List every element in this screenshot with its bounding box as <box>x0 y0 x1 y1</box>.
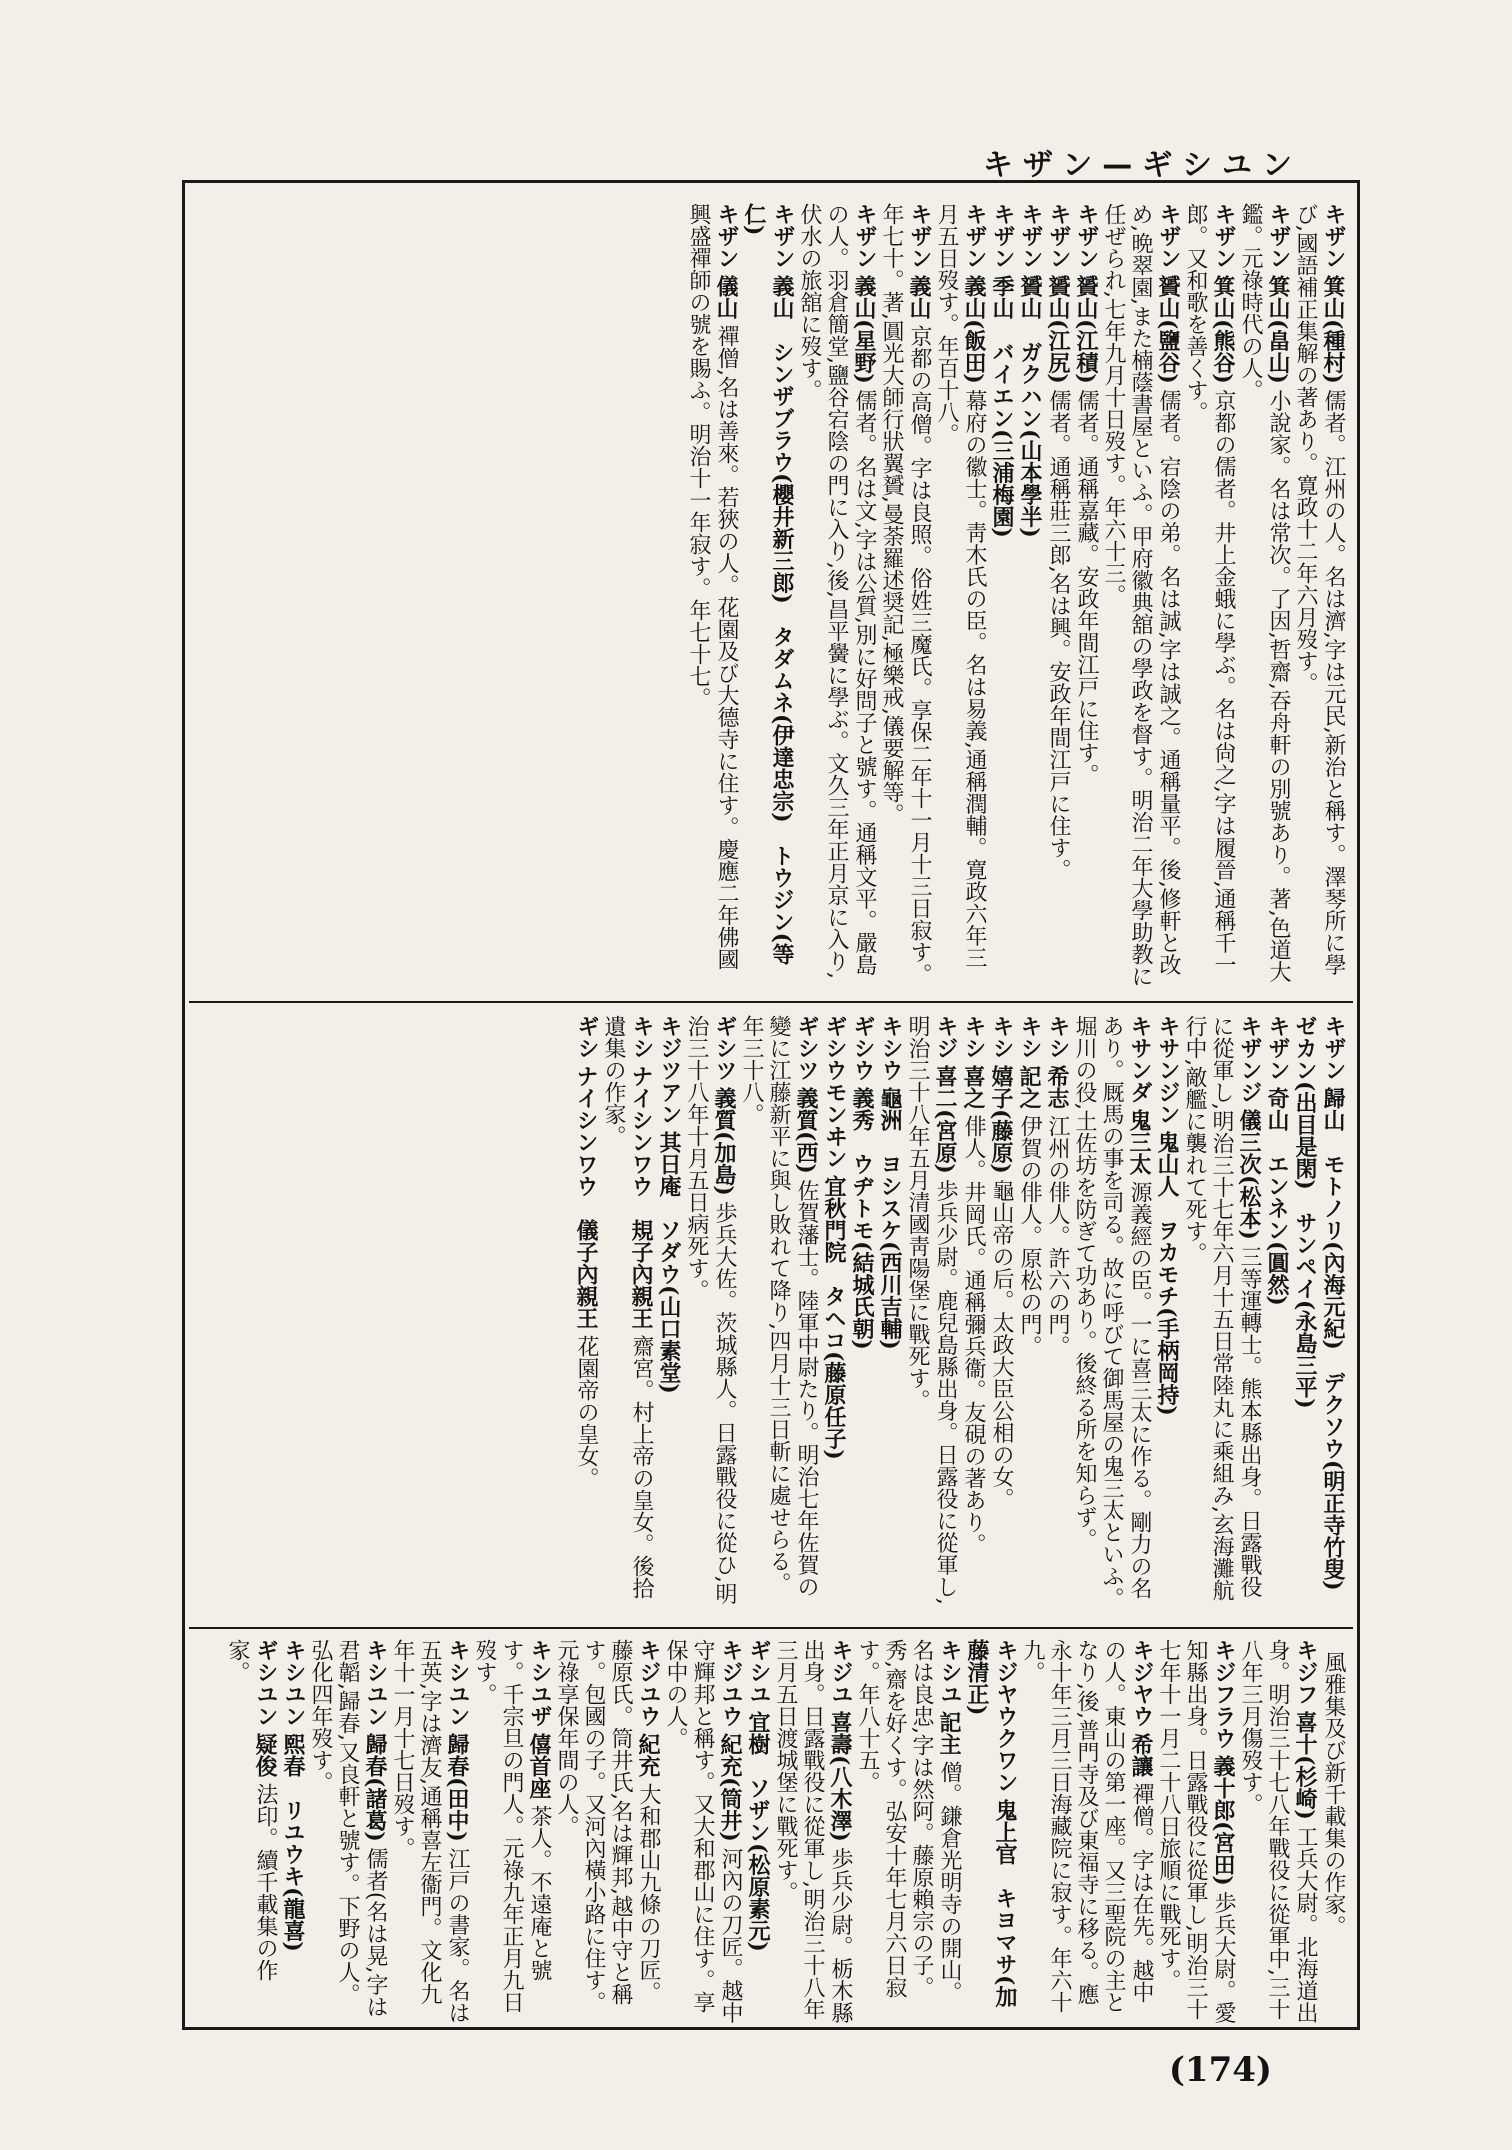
page-number: (174) <box>1168 2050 1272 2090</box>
entry-headword: 箕山(畠山) <box>1265 275 1291 384</box>
dictionary-entry <box>963 1639 1019 2024</box>
entry-description: 佐賀藩士。陸軍中尉たり。明治七年佐賀の變に江藤新平に與し敗れて降り,四月十三日斬に處せらる。年三十八。 <box>739 1015 819 1598</box>
entry-reading: キジユウ <box>718 1639 743 1727</box>
entry-reading: キジ <box>933 1015 958 1059</box>
entry-description: 花園帝の皇女。 <box>574 1335 599 1489</box>
dictionary-entry <box>683 1015 738 1615</box>
entry-reading: キシユン <box>445 1639 470 1727</box>
entry-headword: 喜壽(八木澤) <box>827 1711 853 1842</box>
entry-description: 茶人。不遠庵と號す。千宗旦の門人。元祿九年正月九日歿す。 <box>472 1639 552 2013</box>
entry-reading: キジヤウクワン <box>993 1639 1018 1793</box>
dictionary-entry <box>1155 1639 1237 2024</box>
entry-headword: 義山 <box>906 275 932 319</box>
entry-headword: 希志 <box>1044 1065 1070 1109</box>
entry-headword: 宜樹 ソザン(松原素元) <box>745 1711 771 1952</box>
entry-headword: 奇山 エンネン(圓然) <box>1264 1087 1290 1306</box>
entry-description: 河內の刀匠。越中守輝邦と稱す。又大和郡山に住す。享保中の人。 <box>663 1639 743 2024</box>
entry-headword: 疑俊 <box>252 1733 278 1777</box>
dictionary-entry <box>685 203 740 989</box>
entry-reading: キシ <box>1017 1015 1042 1059</box>
entry-reading: キサンジン <box>1155 1015 1180 1125</box>
entry-reading: キシユザ <box>527 1639 552 1727</box>
dictionary-entry <box>738 1015 820 1615</box>
entry-description: 儒者。通稱莊三郎,名は興。安政年間江戸に住す。 <box>1046 389 1071 881</box>
dictionary-entry <box>1153 1015 1181 1615</box>
entry-reading: キザン <box>770 203 795 269</box>
entry-reading: キシユン <box>363 1639 388 1727</box>
entry-description: 工兵大尉。北海道出身。明治三十七八年戰役に從軍中,三十八年三月傷歿す。 <box>1238 1639 1318 2024</box>
entry-reading: キシユン <box>281 1639 306 1727</box>
entry-headword: 喜十(杉崎) <box>1292 1711 1318 1820</box>
dictionary-entry <box>988 203 1016 989</box>
entry-headword: 希讓 <box>1128 1733 1154 1777</box>
page-header: キザン—ギシユン <box>982 148 1302 183</box>
entry-description: 大和郡山九條の刀匠。藤原氏。筒井氏,名は輝邦,越中守と稱す。包國の子。又河內橫小路に住す。元祿享保年間の人。 <box>554 1639 661 2013</box>
entry-description: 儒者。通稱嘉藏。安政年間江戸に住す。 <box>1074 389 1099 786</box>
dictionary-entry <box>1072 203 1100 989</box>
entry-reading: キザン <box>1074 203 1099 269</box>
dictionary-entry <box>471 1639 553 2024</box>
entry-reading: キジユウ <box>636 1639 661 1727</box>
entry-reading: キザン <box>990 203 1015 269</box>
dictionary-entry <box>1291 1015 1347 1615</box>
entry-description: 歩兵少尉。鹿兒島縣出身。日露役に從軍し,明治三十八年五月清國靑陽堡に戰死す。 <box>905 1015 958 1605</box>
entry-reading: キシ <box>961 1015 986 1059</box>
entry-reading: キザン <box>962 203 987 269</box>
dictionary-entry <box>744 1639 772 2024</box>
entry-description: 京都の高僧。字は良照。俗姓三魔氏。享保二年十一月十三日寂す。年七十。著,圓光大師行狀翼贇,曼荼羅述奨記,極樂戒,儀要解等。 <box>879 203 932 985</box>
entry-reading: ギシユ <box>746 1639 771 1705</box>
entry-headword: 儀三次(松本) <box>1236 1109 1262 1240</box>
entry-headword: 其日庵 ソダウ(山口素堂) <box>656 1131 682 1394</box>
dictionary-entry <box>1182 203 1237 989</box>
entry-description: 歩兵大尉。愛知縣出身。日露戰役に從軍し,明治三十七年十一月二十八日旅順に戰死す。 <box>1156 1639 1236 2024</box>
band-divider <box>189 1001 1353 1003</box>
entry-headword: 歸春(諸葛) <box>362 1733 388 1842</box>
entry-headword: ナイシンワウ 規子內親王 <box>628 1065 654 1329</box>
dictionary-entry <box>876 1015 904 1615</box>
entry-headword: 義質(西) <box>793 1087 819 1174</box>
entry-reading: キザン <box>907 203 932 269</box>
entry-reading: キザン <box>1211 203 1236 269</box>
entry-headword: 僖首座 <box>526 1733 552 1799</box>
entry-reading: ギシウ <box>850 1015 875 1081</box>
entry-reading: キジヤウ <box>1129 1639 1154 1727</box>
dictionary-entry <box>1044 203 1072 989</box>
dictionary-entry <box>854 1639 963 2024</box>
entry-headword: 紀充 <box>635 1733 661 1777</box>
entry-headword: 鬼上官 キヨマサ(加藤清正) <box>964 1639 1018 2008</box>
dictionary-entry <box>553 1639 662 2024</box>
entry-reading: キザン <box>1321 203 1346 269</box>
entry-reading: キザンジ <box>1237 1015 1262 1103</box>
entry-reading: キジツアン <box>657 1015 682 1125</box>
dictionary-entry <box>933 203 988 989</box>
dictionary-entry <box>662 1639 744 2024</box>
entry-description: 小說家。名は常次。了因,哲齋,吞舟軒の別號あり。著,色道大鑑。元祿時代の人。 <box>1238 203 1291 983</box>
entry-description: 三等運轉士。熊本縣出身。日露戰役に從軍し,明治三十七年六月十五日常陸丸に乘組み,玄海灘航行中,敵艦に襲れて死す。 <box>1182 1015 1262 1601</box>
entry-reading: キザン <box>1046 203 1071 269</box>
entry-reading: ギシツ <box>794 1015 819 1081</box>
entry-description: 源義經の臣。一に喜三太に作る。剛力の名あり。厩馬の事を司る。故に呼びて御馬屋の鬼三太といふ。堀川の役,土佐坊を防ぎて功あり。後終る所を知らず。 <box>1072 1015 1152 1609</box>
dictionary-entry <box>796 203 878 989</box>
dictionary-entry <box>307 1639 389 2024</box>
entry-reading: キザン <box>1156 203 1181 269</box>
entry-description: 禪僧。字は在先。越中の人。東山の第一座。又三聖院の主となり,後,普門寺及び東福寺に移る。應永十年三月三日海藏院に寂す。年六十九。 <box>1020 1639 1154 2013</box>
entry-reading: キザン <box>852 203 877 269</box>
entry-headword: 歸春(田中) <box>444 1733 470 1842</box>
entry-reading: キシユ <box>937 1639 962 1705</box>
entry-description: 風雅集及び新千載集の作家。 <box>1321 1651 1346 1937</box>
entry-description: 歩兵少尉。栃木縣出身。日露戰役に從軍し,明治三十八年三月五日渡城堡に戰死す。 <box>773 1639 853 2024</box>
entry-description: 儒者。宕陰の弟。名は誠,字は誠之。通稱量平。後,修軒と改め,晩翠園,また楠蔭書屋といふ。甲府徽典舘の學政を督す。明治二年大學助教に任ぜられ,七年九月十日歿す。年六十三。 <box>1101 203 1181 987</box>
entry-description: 禪僧,名は善來。若狹の人。花園及び大德寺に住す。慶應二年佛國興盛禪師の號を賜ふ。明治十一年寂す。年七十七。 <box>686 203 739 970</box>
entry-reading: キシ <box>989 1015 1014 1059</box>
entry-headword: 喜之 <box>960 1065 986 1109</box>
dictionary-entry <box>224 1639 279 2024</box>
entry-band-bottom <box>195 1639 1347 2024</box>
entry-description: 江州の俳人。許六の門。 <box>1045 1115 1070 1357</box>
entry-headword: 熙春 リユウキ(龍喜) <box>280 1733 306 1952</box>
band-divider <box>189 1627 1353 1629</box>
dictionary-entry <box>1292 203 1347 989</box>
entry-headword: 義山 シンザブラウ(櫻井新三郎) タダムネ(伊達忠宗) トウジン(等仁) <box>741 203 795 966</box>
entry-reading: キザン <box>1266 203 1291 269</box>
entry-reading: キザン <box>1265 1015 1290 1081</box>
entry-description: 江戸の書家。名は五英,字は濟友,通稱喜左衞門。文化九年十一月十七日歿す。 <box>390 1639 470 2024</box>
entry-headword: 義山(星野) <box>851 275 877 384</box>
entry-reading: キザン <box>1018 203 1043 269</box>
entry-description: 歩兵大佐。茨城縣人。日露戰役に從ひ,明治三十八年十月五日病死す。 <box>684 1015 737 1605</box>
entry-reading: ギシツ <box>712 1015 737 1081</box>
entry-headword: 季山 バイエン(三浦梅園) <box>989 275 1015 538</box>
dictionary-frame <box>182 180 1360 2030</box>
entry-description: 僧。鎌倉光明寺の開山。名は良忠,字は然阿。藤原賴宗の子。秀,齋を好くす。弘安十年七月六日寂す。年八十五。 <box>855 1639 962 2003</box>
entry-headword: 箕山(熊谷) <box>1210 275 1236 384</box>
entry-reading: ギシユン <box>253 1639 278 1727</box>
entry-reading: キシウ <box>878 1015 903 1081</box>
dictionary-entry <box>772 1639 854 2024</box>
entry-reading: キサンダ <box>1127 1015 1152 1103</box>
entry-description: 儒者(名は晃,字は君韜,歸春,又良軒と號す。下野の人。弘化四年歿す。 <box>308 1639 388 2018</box>
dictionary-entry <box>600 1015 655 1615</box>
entry-headword: 義十郎(宮田) <box>1210 1755 1236 1886</box>
dictionary-entry <box>1319 1639 1347 2024</box>
entry-reading: キザン <box>1321 1015 1346 1081</box>
entry-headword: 嬉子(藤原) <box>988 1065 1014 1174</box>
entry-reading: キジフ <box>1293 1639 1318 1705</box>
entry-headword: 義質(加島) <box>711 1087 737 1196</box>
entry-headword: 贇山(江尻) <box>1045 275 1071 384</box>
dictionary-entry <box>820 1015 848 1615</box>
entry-reading: キジユ <box>828 1639 853 1705</box>
entry-band-top <box>195 203 1347 989</box>
entry-description: 伊賀の俳人。原松の門。 <box>1017 1115 1042 1357</box>
entry-headword: 義山(飯田) <box>961 275 987 384</box>
entry-headword: 宜秋門院 タヘコ(藤原任子) <box>821 1175 847 1460</box>
dictionary-entry <box>279 1639 307 2024</box>
dictionary-entry <box>1237 1639 1319 2024</box>
entry-headword: 贇山 ガクハン(山本學半) <box>1017 275 1043 538</box>
dictionary-entry <box>878 203 933 989</box>
entry-description: 龜山帝の后。太政大臣公相の女。 <box>989 1179 1014 1510</box>
entry-headword: 義秀 ウヂトモ(結城氏朝) <box>849 1087 875 1350</box>
entry-headword: 箕山(種村) <box>1320 275 1346 384</box>
dictionary-entry <box>572 1015 600 1615</box>
entry-description: 儒者。江州の人。名は濟,字は元民,新治と稱す。澤琴所に學び,國語補正集解の著あり。寛政十二年六月歿す。 <box>1293 203 1346 976</box>
entry-reading: ギシウモンヰン <box>822 1015 847 1169</box>
dictionary-entry <box>1015 1015 1043 1615</box>
dictionary-entry <box>740 203 796 989</box>
entry-headword: 紀充(筒井) <box>717 1733 743 1842</box>
entry-headword: 記主 <box>936 1711 962 1755</box>
dictionary-entry <box>904 1015 959 1615</box>
dictionary-entry <box>959 1015 987 1615</box>
entry-band-middle <box>195 1015 1347 1615</box>
entry-headword: 龜洲 ヨシスケ(西川吉輔) <box>877 1087 903 1350</box>
dictionary-entry <box>1043 1015 1071 1615</box>
dictionary-entry <box>1237 203 1292 989</box>
dictionary-entry <box>1181 1015 1263 1615</box>
entry-headword: 歸山 モトノリ(內海元紀) デクソウ(明正寺竹叟) ゼカン(出目是閑) サンペイ(永島三平) <box>1292 1015 1346 1613</box>
entry-headword: 喜二(宮原) <box>932 1065 958 1174</box>
dictionary-entry <box>1016 203 1044 989</box>
entry-reading: キシ <box>629 1015 654 1059</box>
dictionary-entry <box>1019 1639 1155 2024</box>
entry-headword: 儀山 <box>713 275 739 319</box>
entry-headword: 贇山(江積) <box>1073 275 1099 384</box>
entry-description: 俳人。井岡氏。通稱彌兵衞。友硯の著あり。 <box>961 1115 986 1555</box>
entry-description: 儒者。名は文,字は公質,別に好問子と號す。通稱文平。嚴島の人。羽倉簡堂,鹽谷宕陰の門に入り,後,昌平黌に學ぶ。文久三年正月京に入り,伏水の旅舘に歿す。 <box>797 203 877 979</box>
dictionary-entry <box>987 1015 1015 1615</box>
entry-headword: 記之 <box>1016 1065 1042 1109</box>
dictionary-entry <box>655 1015 683 1615</box>
entry-reading: キジフラウ <box>1211 1639 1236 1749</box>
entry-description: 法印。續千載集の作家。 <box>225 1639 278 1981</box>
dictionary-entry <box>1263 1015 1291 1615</box>
entry-reading: ギシ <box>574 1015 599 1059</box>
entry-reading: キザン <box>714 203 739 269</box>
dictionary-entry <box>389 1639 471 2024</box>
entry-description: 京都の儒者。井上金蛾に學ぶ。名は尙之,字は履晉,通稱千一郎。又和歌を善くす。 <box>1183 203 1236 976</box>
dictionary-entry <box>1071 1015 1153 1615</box>
entry-headword: ナイシンワウ 儀子內親王 <box>573 1065 599 1329</box>
dictionary-entry <box>1100 203 1182 989</box>
entry-description: 幕府の徽士。靑木氏の臣。名は易義,通稱潤輔。寛政六年三月五日歿す。年百十八。 <box>934 203 987 969</box>
dictionary-entry <box>848 1015 876 1615</box>
entry-description: 齋宮。村上帝の皇女。後拾遺集の作家。 <box>601 1015 654 1599</box>
entry-reading: キシ <box>1045 1015 1070 1059</box>
entry-headword: 鬼山人 ヲカモチ(手柄岡持) <box>1154 1131 1180 1416</box>
entry-headword: 鬼三太 <box>1126 1109 1152 1175</box>
entry-headword: 贇山(鹽谷) <box>1155 275 1181 384</box>
